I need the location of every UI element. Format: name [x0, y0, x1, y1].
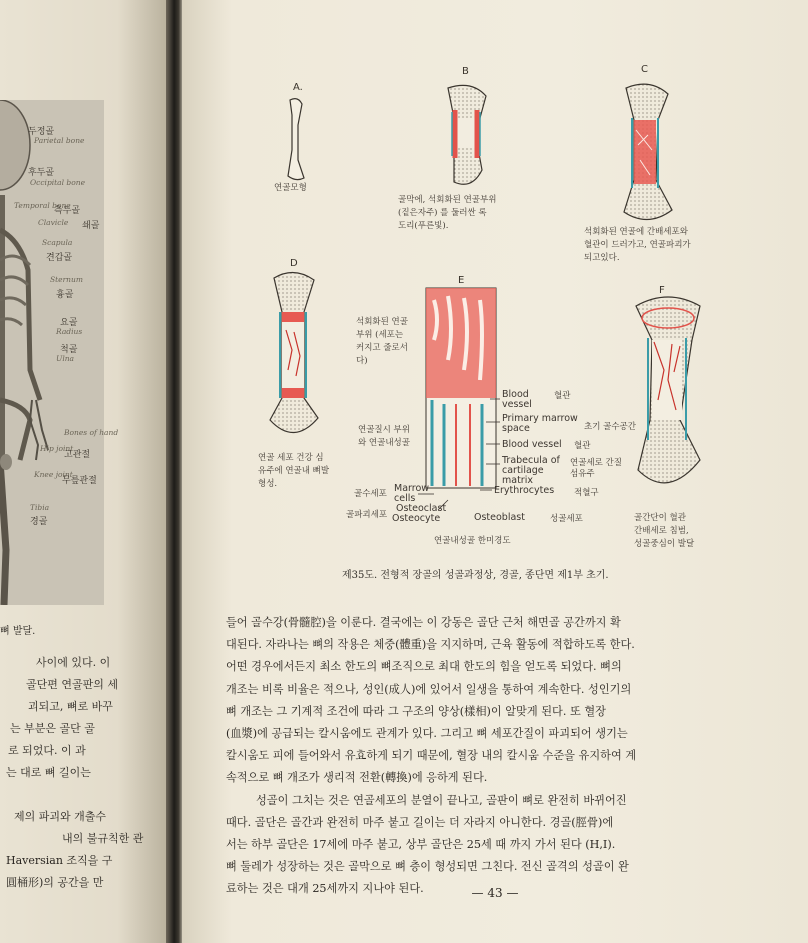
figure-label-b: B — [462, 66, 469, 77]
figure-label-c: C — [641, 64, 648, 75]
caption-a: 연골모형 — [274, 183, 307, 193]
caption-line: 연골질시 부위 — [358, 425, 410, 435]
latin-radius: Radius — [56, 327, 83, 336]
anno-ko-osteoblast: 성골세포 — [550, 514, 583, 524]
label-clavicle: 쇄골 — [82, 221, 100, 231]
bone-a-cartilage-model — [288, 99, 304, 180]
caption-line: 혈관이 드러가고, 연골파괴가 — [584, 240, 691, 250]
body-line: 뼈 둘레가 성장하는 것은 골막으로 뼈 층이 형성되면 그친다. 전신 골격의 성골이 완 — [226, 860, 629, 874]
body-line: 들어 골수강(骨髓腔)을 이룬다. 결국에는 이 강동은 골단 근처 해면골 공간까지 확 — [226, 616, 621, 629]
right-page — [182, 0, 808, 943]
anno-ko-erythrocytes: 적혈구 — [574, 488, 599, 498]
anno-ko-osteoclast: 골파괴세포 — [346, 510, 388, 520]
anno-osteoclast: Osteoclast — [396, 503, 447, 514]
bone-c-invasion — [624, 84, 672, 219]
latin-hand: Bones of hand — [64, 428, 119, 437]
body-line: 대된다. 자라나는 뼈의 작용은 체중(體重)을 지지하며, 근육 활동에 적합하도록 한다. — [226, 638, 635, 652]
anno-ko-bottom: 연골내성골 한미경도 — [434, 536, 511, 546]
caption-line: 골간단이 혈관 — [634, 513, 686, 523]
page-number: — 43 — — [471, 886, 519, 900]
caption-line: 석회화된 연골에 간배세포와 — [584, 227, 688, 237]
latin-scapula: Scapula — [42, 238, 73, 247]
left-fragment-line: 로 되었다. 이 과 — [8, 744, 86, 757]
left-fragment-line: 圓桶形)의 공간을 만 — [6, 876, 104, 889]
caption-line: 와 연골내성골 — [358, 438, 410, 448]
anno-ko-blood-vessel: 혈관 — [554, 391, 571, 401]
label-tibia: 경골 — [30, 517, 48, 527]
body-text — [226, 612, 798, 901]
caption-line: 간배세로 침범, — [634, 526, 689, 536]
caption-line: 성골중심이 발달 — [634, 539, 695, 549]
anno-blood-vessel-2: Blood vessel — [502, 439, 562, 450]
caption-f — [634, 512, 694, 551]
caption-line: 석회화된 연골 — [356, 317, 408, 327]
anno-marrow-cells: Marrow cells — [394, 483, 430, 504]
body-line: 개조는 비록 비율은 적으나, 성인(成人)에 있어서 일생을 통하여 계속한다. 성인기의 — [226, 682, 632, 696]
anno-osteocyte: Osteocyte — [392, 513, 441, 524]
label-parietal: 두정골 — [28, 127, 55, 137]
bone-b-early — [448, 85, 486, 184]
body-line: 료하는 것은 대개 25세까지 지나야 된다. — [226, 882, 424, 896]
left-fragment-line: 내의 불규칙한 관 — [62, 832, 144, 845]
left-page — [0, 0, 168, 943]
caption-line: 형성. — [258, 479, 278, 489]
body-line: 서는 하부 골단은 17세에 마주 붙고, 상부 골단은 25세 때 까지 가서 된다 (H,I). — [226, 838, 616, 852]
caption-line: 골막에, 석회화된 연골부위 — [398, 195, 497, 205]
anno-erythrocytes: Erythrocytes — [494, 485, 555, 496]
caption-line: (짙은자주) 를 둘러싼 록 — [398, 208, 487, 218]
caption-line: 연골 세포 건강 심 — [258, 453, 324, 463]
caption-e-top — [356, 316, 408, 368]
caption-line: 부위 (세포는 — [356, 330, 404, 340]
body-line: 속적으로 뼈 개조가 생리적 전환(轉換)에 응하게 된다. — [226, 771, 488, 785]
figure-label-a: A. — [293, 82, 303, 93]
body-line: 때다. 골단은 골간과 완전히 마주 붙고 길이는 더 자라지 아니한다. 경골(脛骨)에 — [226, 815, 614, 829]
latin-temporal: Temporal bone — [14, 201, 71, 210]
caption-e-mid — [358, 424, 410, 450]
body-line: 성골이 그치는 것은 연골세포의 분열이 끝나고, 골판이 뼈로 완전히 바뀌어진 — [256, 793, 627, 807]
left-fragment-line: 는 대로 뼈 길이는 — [6, 766, 91, 779]
caption-b — [398, 194, 496, 233]
latin-sternum: Sternum — [50, 275, 83, 284]
caption-line: 유주에 연골내 뼈발 — [258, 466, 330, 476]
left-fragment-line: 괴되고, 뼈로 바꾸 — [28, 700, 113, 713]
left-fragment-line: Haversian 조직을 구 — [6, 854, 113, 867]
body-line: 칼시움도 피에 들어와서 유효하게 되기 때문에, 혈장 내의 칼시움 수준을 유지하여 계 — [226, 749, 637, 763]
anno-ko-trabecula: 연골세로 간질섬유주 — [570, 458, 622, 479]
figure-label-d: D — [290, 258, 298, 269]
body-line: (血漿)에 공급되는 칼시움에도 관계가 있다. 그리고 뼈 세포간질이 파괴되어 생기는 — [226, 727, 628, 741]
label-hip: 고관절 — [64, 450, 91, 460]
anno-primary-marrow: Primary marrow space — [502, 413, 578, 434]
label-ulna: 척골 — [60, 345, 78, 355]
label-scapula: 견갑골 — [46, 253, 73, 263]
latin-hip: Hip joint — [40, 444, 74, 453]
left-fragment-line: 골단편 연골판의 세 — [26, 678, 119, 691]
figure-main-caption: 제35도. 전형적 장골의 성골과정상, 경골, 종단면 제1부 초기. — [342, 570, 609, 581]
latin-parietal: Parietal bone — [34, 136, 85, 145]
label-sternum: 흉골 — [56, 290, 74, 300]
left-fragment-line: 는 부분은 골단 골 — [10, 722, 95, 735]
label-occipital: 후두골 — [28, 168, 55, 178]
anno-blood-vessel: Blood vessel — [502, 389, 532, 410]
caption-line: 커지고 줄로서 — [356, 343, 408, 353]
caption-d — [258, 452, 329, 491]
label-radius: 요골 — [60, 318, 78, 328]
bone-e-detail — [426, 288, 496, 488]
body-line: 어떤 경우에서든지 최소 한도의 뼈조직으로 최대 한도의 힘을 얻도록 되었다. 뼈의 — [226, 660, 622, 674]
caption-line: 도리(푸른빛). — [398, 221, 449, 231]
bone-d-primary-center — [270, 272, 318, 432]
latin-knee: Knee joint — [34, 470, 73, 479]
bone-f-secondary-center — [636, 297, 700, 483]
left-fragment-line: 사이에 있다. 이 — [36, 656, 111, 669]
body-line: 뼈 개조는 그 기계적 조건에 따라 그 구조의 양상(樣相)이 알맞게 된다. 또 혈장 — [226, 704, 606, 718]
anno-ko-marrow-cells: 골수세포 — [354, 489, 387, 499]
label-knee: 무릎관절 — [62, 476, 97, 486]
caption-line: 다) — [356, 356, 368, 366]
caption-line: 되고있다. — [584, 253, 620, 263]
caption-c — [584, 226, 691, 265]
latin-ulna: Ulna — [56, 354, 75, 363]
anno-osteoblast: Osteoblast — [474, 512, 525, 523]
latin-tibia: Tibia — [30, 503, 50, 512]
latin-occipital: Occipital bone — [30, 178, 86, 187]
anno-trabecula: Trabecula of cartilage matrix — [502, 455, 560, 486]
anno-ko-blood-vessel-2: 혈관 — [574, 441, 591, 451]
figure-label-e: E — [458, 275, 465, 286]
latin-clavicle: Clavicle — [38, 218, 69, 227]
label-temporal: 측두골 — [54, 206, 81, 216]
left-caption-fragment: 뼈 발달. — [0, 626, 36, 637]
left-fragment-line: 제의 파괴와 개출수 — [14, 810, 107, 823]
figure-label-f: F — [659, 285, 665, 296]
anno-ko-primary-marrow: 초기 골수공간 — [584, 422, 636, 432]
